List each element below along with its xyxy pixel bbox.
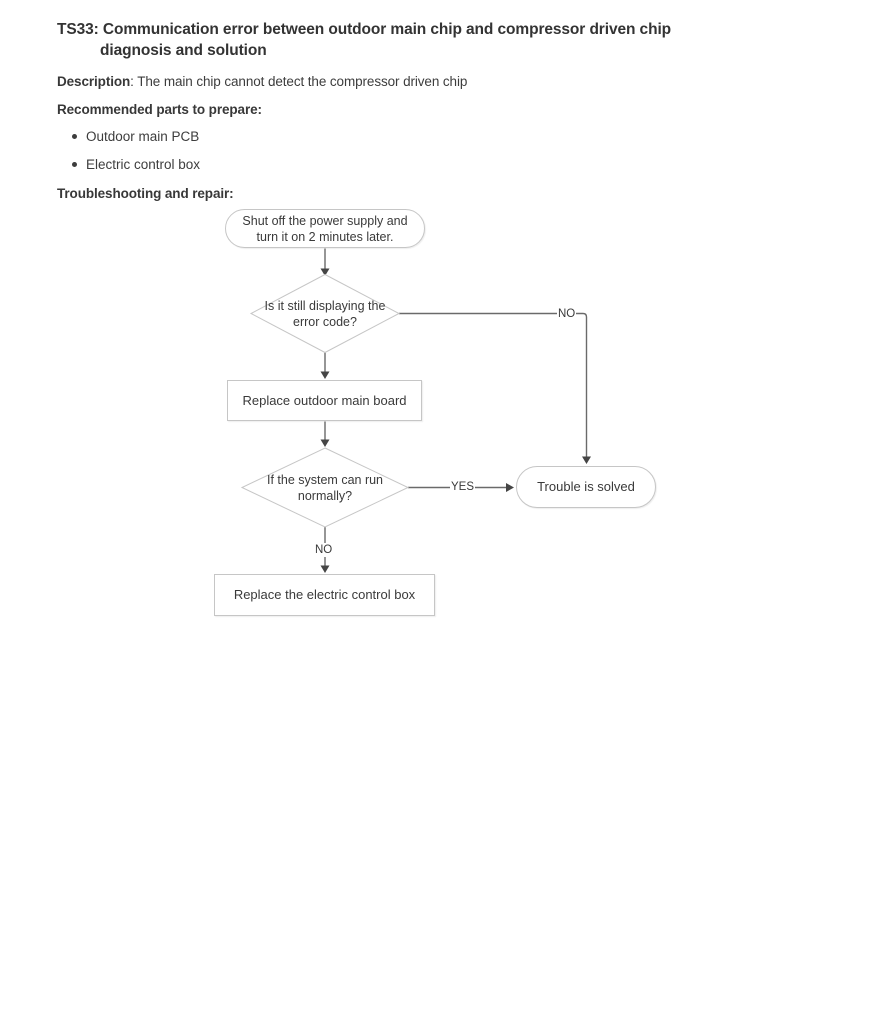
no-branch-label: NO bbox=[558, 308, 576, 320]
page-title-line1: TS33: Communication error between outdoor main chip and compressor driven chip bbox=[57, 21, 672, 38]
parts-heading: Recommended parts to prepare: bbox=[57, 102, 262, 117]
arrowhead-down-icon bbox=[321, 440, 330, 448]
connector-decision1-no-branch bbox=[399, 314, 587, 457]
decision2-text: If the system can run normally? bbox=[266, 472, 384, 503]
troubleshooting-heading: Troubleshooting and repair: bbox=[57, 186, 234, 201]
description-label: Description bbox=[57, 74, 131, 89]
yes-branch-label: YES bbox=[451, 481, 475, 493]
description-text: : The main chip cannot detect the compressor driven chip bbox=[130, 74, 468, 89]
list-item-label: Electric control box bbox=[86, 157, 201, 172]
arrowhead-down-icon bbox=[582, 457, 591, 465]
process1-node: Replace outdoor main board bbox=[227, 380, 422, 421]
no-branch-label: NO bbox=[315, 544, 333, 556]
page-title-line2: diagnosis and solution bbox=[100, 42, 267, 59]
arrowhead-right-icon bbox=[506, 483, 514, 492]
end-node: Trouble is solved bbox=[516, 466, 656, 508]
list-item-label: Outdoor main PCB bbox=[86, 129, 200, 144]
start-node: Shut off the power supply and turn it on 2 minutes later. bbox=[225, 209, 425, 248]
process2-node: Replace the electric control box bbox=[214, 574, 435, 616]
decision1-text: Is it still displaying the error code? bbox=[264, 298, 386, 329]
arrowhead-down-icon bbox=[321, 566, 330, 574]
arrowhead-down-icon bbox=[321, 372, 330, 380]
